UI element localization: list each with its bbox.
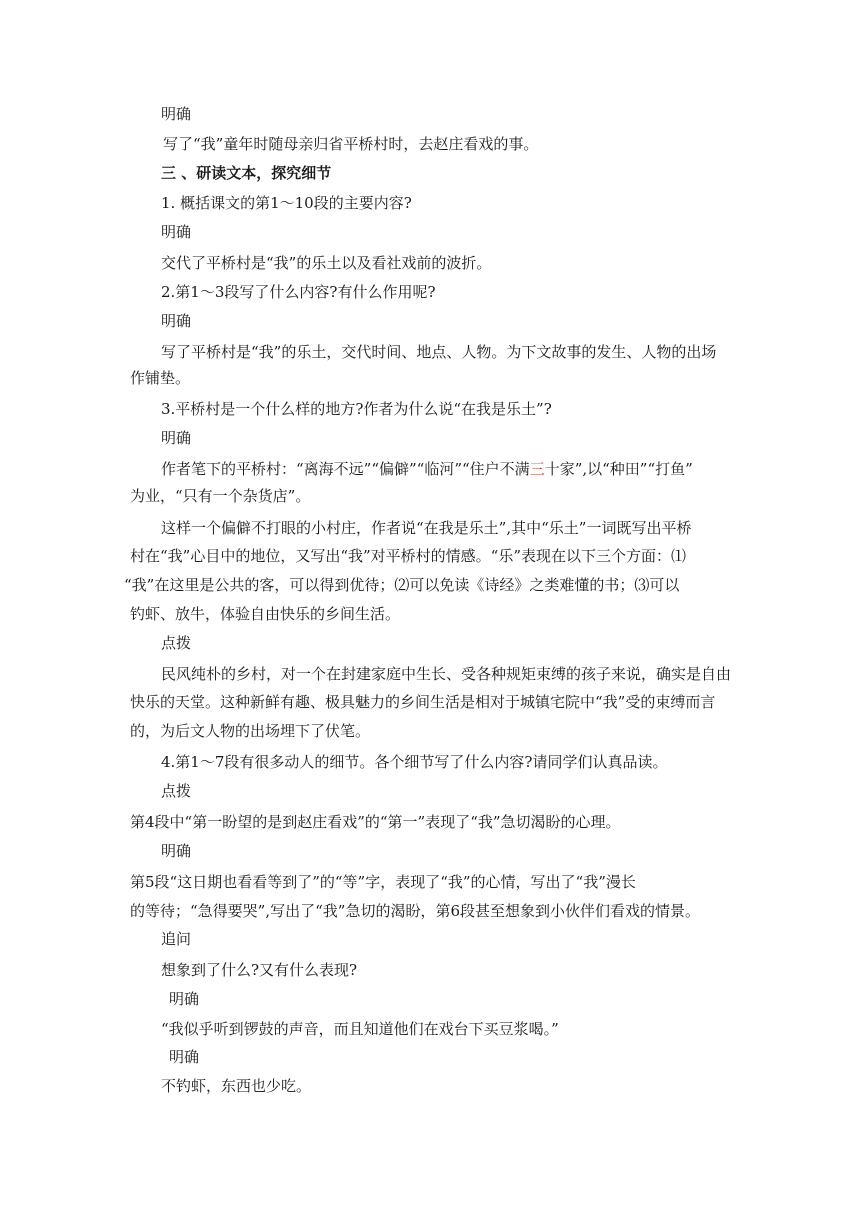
- paragraph-line: 的，为后文人物的出场埋下了伏笔。: [130, 722, 371, 740]
- paragraph-line: 第5段“这日期也看看等到了”的“等”字，表现了“我”的心情，写出了“我”漫长: [130, 873, 636, 891]
- paragraph-line: 这样一个偏僻不打眼的小村庄，作者说“在我是乐土”,其中“乐土”一词既写出平桥: [161, 519, 692, 537]
- text-run: 十家”,以“种田”“打鱼”: [544, 460, 693, 478]
- answer-label: 明确: [161, 842, 192, 860]
- question-line: 2.第1～3段写了什么内容?有什么作用呢?: [161, 283, 436, 301]
- quote-line: “我似乎听到锣鼓的声音，而且知道他们在戏台下买豆浆喝。”: [161, 1020, 559, 1038]
- paragraph-line: 不钓虾，东西也少吃。: [161, 1077, 312, 1095]
- answer-label: 明确: [169, 990, 200, 1008]
- hint-label: 点拨: [161, 634, 192, 652]
- follow-up-label: 追问: [161, 930, 192, 948]
- paragraph-line: 写了平桥村是“我”的乐土，交代时间、地点、人物。为下文故事的发生、人物的出场: [161, 343, 717, 361]
- paragraph-line: “我”在这里是公共的客，可以得到优待；⑵可以免读《诗经》之类难懂的书；⑶可以: [124, 576, 680, 594]
- highlight-text: 三: [529, 460, 545, 478]
- answer-label: 明确: [161, 312, 192, 330]
- section-heading: 三 、研读文本，探究细节: [161, 164, 332, 182]
- question-line: 3.平桥村是一个什么样的地方?作者为什么说“在我是乐土”?: [161, 400, 552, 418]
- paragraph-line: 的等待；“急得要哭”,写出了“我”急切的渴盼，第6段甚至想象到小伙伴们看戏的情景。: [130, 902, 700, 920]
- paragraph-line: 快乐的天堂。这种新鲜有趣、极具魅力的乡间生活是相对于城镇宅院中“我”受的束缚而言: [130, 693, 716, 711]
- paragraph-line: 作铺垫。: [130, 369, 191, 387]
- hint-label: 点拨: [161, 782, 192, 800]
- paragraph-line: 交代了平桥村是“我”的乐土以及看社戏前的波折。: [161, 254, 492, 272]
- text-run: 作者笔下的平桥村：“离海不远”“偏僻”“临河”“住户不满: [161, 460, 530, 478]
- paragraph-line: 写了“我”童年时随母亲归省平桥村时，去赵庄看戏的事。: [163, 135, 539, 153]
- answer-label: 明确: [169, 1048, 200, 1066]
- paragraph-line: 为业，“只有一个杂货店”。: [130, 487, 311, 505]
- answer-label: 明确: [161, 105, 192, 123]
- question-line: 4.第1～7段有很多动人的细节。各个细节写了什么内容?请同学们认真品读。: [161, 753, 668, 771]
- paragraph-line: 村在“我”心目中的地位，又写出“我”对平桥村的情感。“乐”表现在以下三个方面：⑴: [130, 547, 687, 565]
- paragraph-line: 钓虾、放牛，体验自由快乐的乡间生活。: [130, 605, 401, 623]
- paragraph-line: [161, 459, 693, 479]
- answer-label: 明确: [161, 223, 192, 241]
- question-line: 想象到了什么?又有什么表现?: [161, 961, 358, 979]
- paragraph-line: 第4段中“第一盼望的是到赵庄看戏”的“第一”表现了“我”急切渴盼的心理。: [130, 813, 621, 831]
- question-line: 1. 概括课文的第1～10段的主要内容?: [161, 194, 412, 212]
- answer-label: 明确: [161, 429, 192, 447]
- paragraph-line: 民风纯朴的乡村，对一个在封建家庭中生长、受各种规矩束缚的孩子来说，确实是自由: [161, 665, 732, 683]
